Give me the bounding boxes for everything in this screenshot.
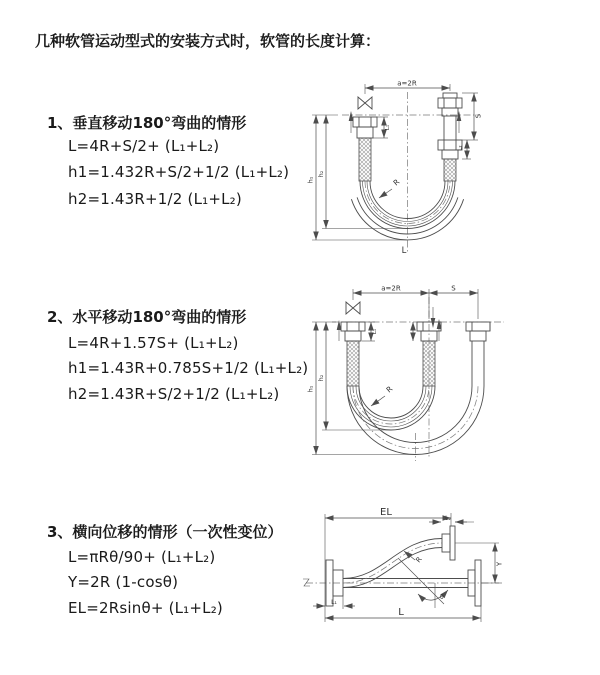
left-fitting bbox=[341, 322, 365, 386]
break-symbol bbox=[303, 579, 310, 586]
dim-label-s: S bbox=[474, 113, 483, 119]
dim-label-h1: h₁ bbox=[306, 385, 315, 393]
section-1-heading: 1、垂直移动180°弯曲的情形 bbox=[47, 114, 247, 132]
valve-icon bbox=[346, 302, 360, 314]
dim-label-h2: h₂ bbox=[317, 374, 325, 382]
right-fitting-upper bbox=[438, 93, 462, 116]
upper-flange-displaced bbox=[442, 526, 455, 560]
left-fitting bbox=[353, 117, 377, 181]
section-3-heading: 3、横向位移的情形（一次性变位） bbox=[47, 523, 283, 541]
dim-label-l2: L₂ bbox=[457, 145, 464, 151]
section-1-formula-h1: h1=1.432R+S/2+1/2 (L₁+L₂) bbox=[68, 163, 290, 181]
movement-arrow-left bbox=[349, 111, 354, 121]
dim-label-h1: h₁ bbox=[306, 176, 315, 184]
hose-u-bend-moved bbox=[347, 386, 484, 455]
section-1-formula-L: L=4R+S/2+ (L₁+L₂) bbox=[68, 137, 220, 155]
dim-label-y: Y bbox=[495, 561, 504, 567]
valve-icon bbox=[358, 97, 372, 109]
diagram-vertical-180-bend bbox=[308, 76, 548, 260]
braided-hose-left bbox=[347, 341, 359, 386]
dim-label-r: R bbox=[414, 555, 424, 565]
right-fitting-moved bbox=[466, 322, 490, 386]
section-2-formula-L: L=4R+1.57S+ (L₁+L₂) bbox=[68, 334, 239, 352]
dim-label-a2r: a=2R bbox=[397, 79, 417, 88]
dim-label-l1: L₁ bbox=[385, 124, 391, 131]
dim-label-r: R bbox=[391, 177, 402, 188]
dim-label-L: L bbox=[401, 246, 407, 256]
hose-s-curve-displaced bbox=[343, 539, 442, 588]
middle-fitting bbox=[417, 322, 441, 386]
section-2-formula-h2: h2=1.43R+S/2+1/2 (L₁+L₂) bbox=[68, 385, 280, 403]
dim-label-h2: h₂ bbox=[317, 170, 325, 178]
section-3-formula-L: L=πRθ/90+ (L₁+L₂) bbox=[68, 548, 216, 566]
dim-label-l2: L₂ bbox=[445, 515, 451, 522]
braided-hose-right bbox=[444, 159, 456, 181]
dim-label-a2r: a=2R bbox=[381, 284, 401, 293]
section-1-formula-h2: h2=1.43R+1/2 (L₁+L₂) bbox=[68, 190, 242, 208]
dim-label-l1: L₁ bbox=[372, 328, 378, 335]
section-2-heading: 2、水平移动180°弯曲的情形 bbox=[47, 308, 247, 326]
diagram-lateral-displacement bbox=[298, 498, 598, 650]
dim-label-L: L bbox=[398, 607, 404, 618]
braided-hose-left bbox=[359, 138, 371, 181]
braided-hose-middle bbox=[423, 341, 435, 386]
dim-label-l1: L₁ bbox=[331, 599, 337, 606]
section-2-formula-h1: h1=1.43R+0.785S+1/2 (L₁+L₂) bbox=[68, 359, 309, 377]
movement-arrow-down bbox=[431, 318, 436, 328]
angle-ray bbox=[398, 558, 444, 604]
dim-label-s: S bbox=[451, 284, 456, 293]
section-3-formula-Y: Y=2R (1-cosθ) bbox=[68, 573, 179, 591]
dim-label-el: EL bbox=[380, 507, 392, 518]
page-title: 几种软管运动型式的安装方式时，软管的长度计算： bbox=[35, 32, 381, 50]
diagram-horizontal-180-bend bbox=[308, 281, 548, 465]
dim-label-theta: θ bbox=[440, 594, 444, 601]
section-3-formula-EL: EL=2Rsinθ+ (L₁+L₂) bbox=[68, 599, 223, 617]
dim-label-r: R bbox=[384, 384, 395, 395]
